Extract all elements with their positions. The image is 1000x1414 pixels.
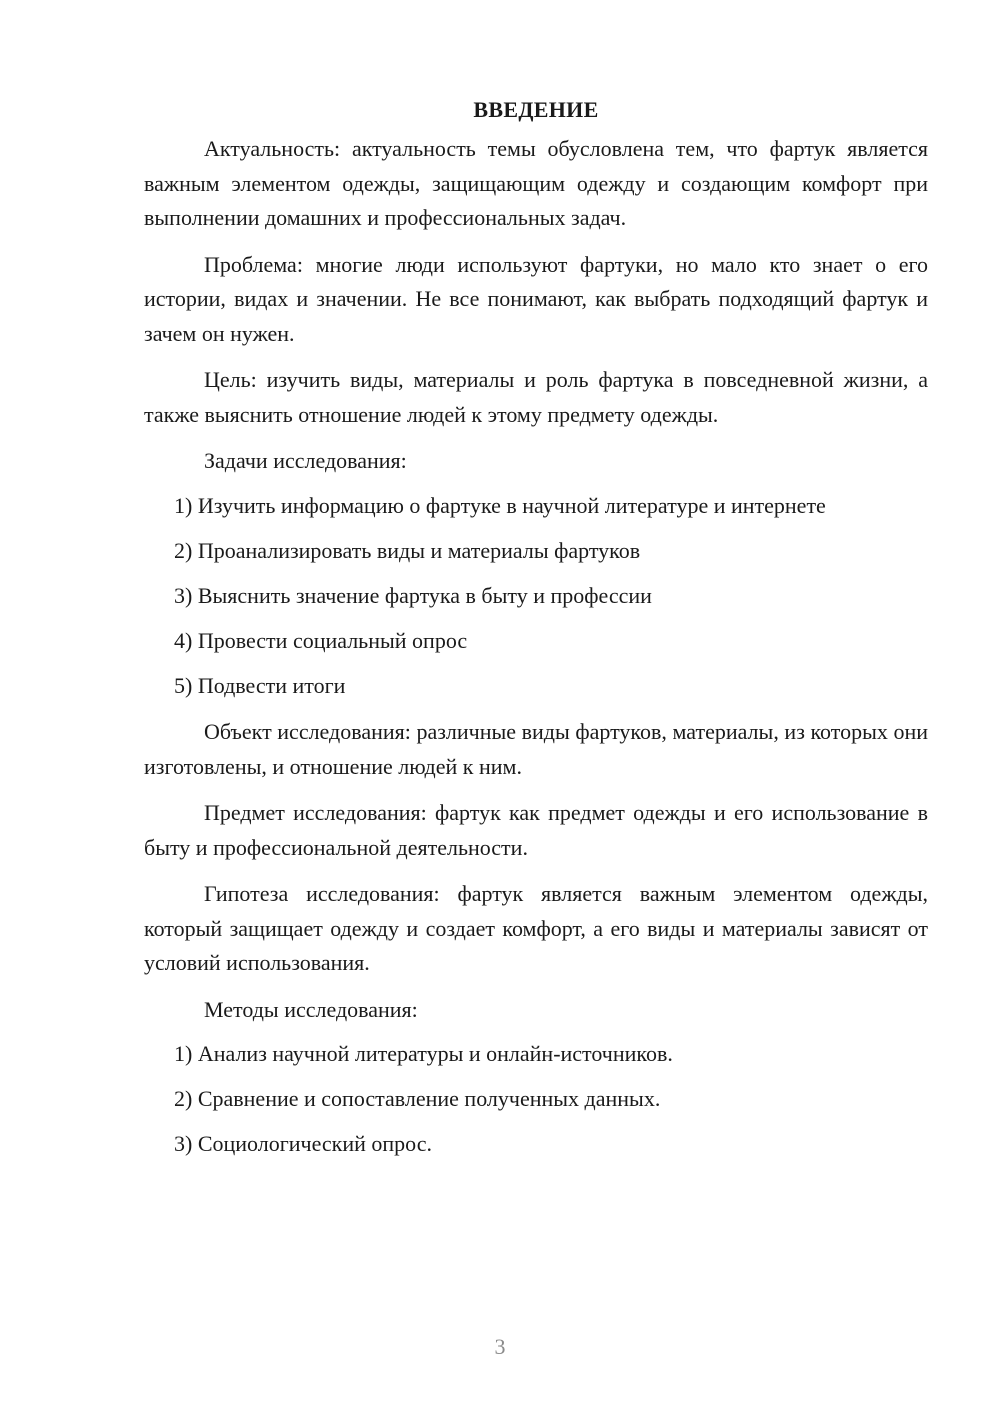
subject-paragraph: Предмет исследования: фартук как предмет одежды и его использование в быту и профессиональной деятельности. xyxy=(144,800,928,860)
list-item: 3) Выяснить значение фартука в быту и профессии xyxy=(174,582,652,608)
list-item: 3) Социологический опрос. xyxy=(174,1131,432,1156)
relevance-paragraph: Актуальность: актуальность темы обусловлена тем, что фартук является важным элементом одежды, защищающим одежду и создающим комфорт при выполнении домашних и профессиональных задач. xyxy=(144,136,928,230)
list-item: 1) Анализ научной литературы и онлайн-источников. xyxy=(174,1041,673,1066)
methods-list xyxy=(144,1037,928,1162)
problem-paragraph: Проблема: многие люди используют фартуки, но мало кто знает о его истории, видах и значении. Не все понимают, как выбрать подходящий фартук и зачем он нужен. xyxy=(144,251,928,346)
tasks-list xyxy=(144,489,928,704)
list-item: 4) Провести социальный опрос xyxy=(174,627,468,653)
list-item: 2) Проанализировать виды и материалы фартуков xyxy=(174,537,641,563)
hypothesis-paragraph: Гипотеза исследования: фартук является важным элементом одежды, который защищает одежду и создает комфорт, а его виды и материалы зависят от условий использования. xyxy=(144,881,928,975)
list-item: 1) Изучить информацию о фартуке в научной литературе и интернете xyxy=(174,492,826,518)
object-paragraph: Объект исследования: различные виды фартуков, материалы, из которых они изготовлены, и отношение людей к ним. xyxy=(144,719,928,779)
page-number: 3 xyxy=(494,1334,506,1359)
goal-paragraph: Цель: изучить виды, материалы и роль фартука в повседневной жизни, а также выяснить отношение людей к этому предмету одежды. xyxy=(144,367,928,427)
methods-heading: Методы исследования: xyxy=(204,996,418,1022)
tasks-heading: Задачи исследования: xyxy=(204,448,407,473)
list-item: 2) Сравнение и сопоставление полученных данных. xyxy=(174,1086,661,1111)
document-page xyxy=(144,92,928,1174)
page-title: ВВЕДЕНИЕ xyxy=(473,97,599,122)
list-item: 5) Подвести итоги xyxy=(174,672,346,698)
